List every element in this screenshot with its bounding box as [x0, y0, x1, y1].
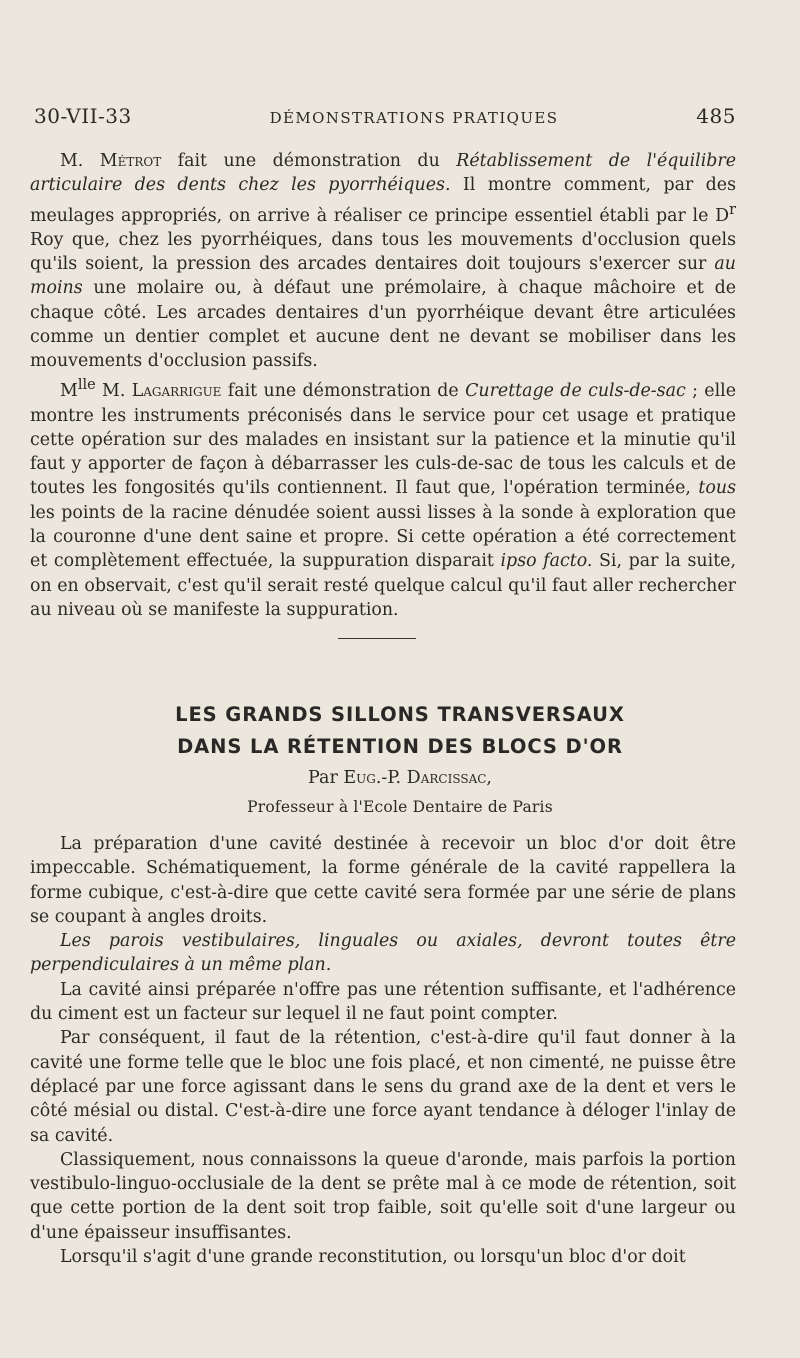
issue-date: 30-VII-33	[34, 104, 132, 128]
byline: Par Eug.-P. Darcissac,	[308, 768, 492, 788]
section-divider	[338, 638, 416, 639]
presenter-name: M. Métrot	[60, 151, 162, 171]
article-paragraph: La cavité ainsi préparée n'offre pas une rétention suffisante, et l'adhérence du ciment est un facteur sur lequel il ne faut point compter.	[30, 979, 736, 1025]
article-paragraph: Par conséquent, il faut de la rétention, c'est-à-dire qu'il faut donner à la cavité une forme telle que le bloc une fois placé, et non cimenté, ne puisse être déplacé par une force agissant dans le sens du grand axe de la dent et vers le côté mésial ou distal. C'est-à-dire une force ayant tendance à déloger l'inlay de sa cavité.	[30, 1028, 736, 1146]
author-affiliation: Professeur à l'Ecole Dentaire de Paris	[247, 798, 553, 816]
article-paragraph: La préparation d'une cavité destinée à recevoir un bloc d'or doit être impeccable. Schématiquement, la forme générale de la cavité rappellera la forme cubique, c'est-à-dire que cette cavité sera formée par une série de plans se coupant à angles droits.	[30, 834, 736, 927]
article-paragraph-italic: Les parois vestibulaires, linguales ou axiales, devront toutes être perpendiculaires à un même plan.	[30, 931, 736, 976]
paragraph-lagarrigue: $M^{lle}$ M. Lagarrigue fait une démonstration de Curettage de culs-de-sac ; elle montre les instruments préconisés dans le service pour cet usage et pratique cette opération sur des malades en insistant sur la patience et la minutie qu'il faut y apporter de façon à débarrasser les culs-de-sac de tous les calculs et de toutes les fongosités qu'ils contiennent. Il faut que, l'opération terminée, tous les points de la racine dénudée soient aussi lisses à la sonde à exploration que la couronne d'une dent saine et propre. Si cette opération a été correctement et complètement effectuée, la suppuration disparait ipso facto. Si, par la suite, on en observait, c'est qu'il serait resté quelque calcul qu'il faut aller rechercher au niveau où se manifeste la suppuration.	[30, 377, 737, 620]
section-heading: DÉMONSTRATIONS PRATIQUES	[269, 109, 559, 127]
article-paragraph: Lorsqu'il s'agit d'une grande reconstitution, ou lorsqu'un bloc d'or doit	[60, 1247, 686, 1268]
page-number: 485	[696, 104, 736, 128]
demo-title: Curettage de culs-de-sac	[465, 381, 686, 402]
author-name: Eug.-P. Darcissac,	[343, 768, 492, 788]
article-body	[30, 832, 736, 1269]
demonstrations-section	[30, 149, 736, 622]
paragraph-metrot: M. Métrot fait une démonstration du Rétablissement de l'équilibre articulaire des dents chez les pyorrhéiques. Il montre comment, par des meulages appropriés, on arrive à réaliser ce principe essentiel établi par le $D^r$ Roy que, chez les pyorrhéiques, dans tous les mouvements d'occlusion quels qu'ils soient, la pression des arcades dentaires doit toujours s'exercer sur au moins une molaire ou, à défaut une prémolaire, à chaque mâchoire et de chaque côté. Les arcades dentaires d'un pyorrhéique devant être articulées comme un dentier complet et aucune dent ne devant se mobiliser dans les mouvements d'occlusion passifs.	[30, 151, 737, 372]
article-title-line-1: LES GRANDS SILLONS TRANSVERSAUX	[175, 703, 625, 726]
article-title-line-2: DANS LA RÉTENTION DES BLOCS D'OR	[177, 735, 623, 758]
presenter-name: M. Lagarrigue	[95, 381, 222, 402]
article-paragraph: Classiquement, nous connaissons la queue d'aronde, mais parfois la portion vestibulo-linguo-occlusiale de la dent se prête mal à ce mode de rétention, soit que cette portion de la dent soit trop faible, soit qu'elle soit d'une largeur ou d'une épaisseur insuffisantes.	[30, 1149, 736, 1243]
running-head	[34, 104, 736, 128]
demo-title: Rétablissement de l'équilibre articulaire des dents chez les pyorrhéiques.	[30, 151, 737, 196]
